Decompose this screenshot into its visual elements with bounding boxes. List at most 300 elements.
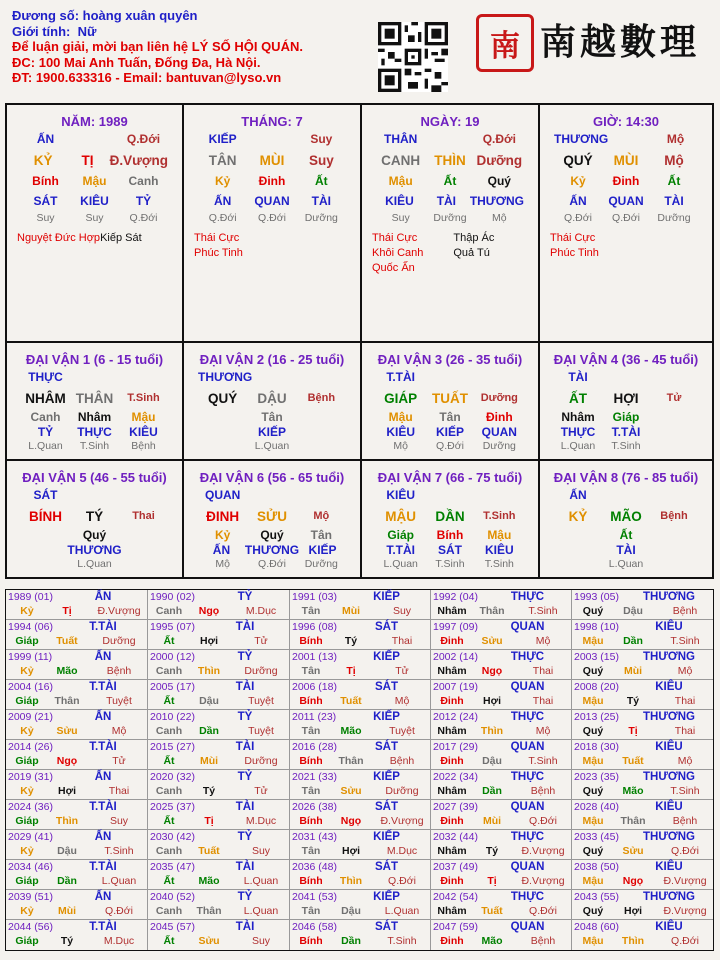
year-stage: Suy [251,845,271,857]
year-stage: Đ.Vượng [380,815,424,827]
address-line: ĐC: 100 Mai Anh Tuấn, Đống Đa, Hà Nội. [12,54,261,70]
year-label: 2009 (21) [8,711,53,723]
stem-branch-row [540,149,712,171]
year-branch: Thìn [339,875,363,887]
annual-cell [431,770,572,800]
stem-god-row [362,129,538,149]
hidden-row [7,527,182,542]
stem-branch-row [7,505,182,527]
star-name: Thái Cực [194,232,240,244]
stem-branch-0: KỶ [33,152,53,168]
stem-branch-1: TỊ [81,152,94,168]
stages-row [7,557,182,571]
stem-branch-row [362,505,538,527]
dai-van-god: THỰC [28,370,63,384]
year-god: THỰC [510,711,545,723]
annual-cell [290,890,431,920]
year-stem: Ất [163,755,175,767]
year-branch: Thìn [621,935,645,947]
gods-row [362,542,538,557]
pillar-title: GIỜ: 14:30 [592,114,659,129]
gods-row [362,424,538,439]
gender-value: Nữ [77,23,97,39]
year-branch: Thân [54,695,80,707]
year-stem: Mậu [582,875,604,887]
annual-cell [290,770,431,800]
year-god: TÀI [235,621,255,633]
pillar-title: THÁNG: 7 [241,114,303,129]
stars-col-0 [17,231,100,246]
gods-row [184,424,360,439]
hidden-stem: Đinh [485,409,513,424]
year-stage: Dưỡng [385,785,419,797]
star-name: Khôi Canh [372,247,424,259]
year-stage: Dưỡng [244,755,278,767]
year-god: KIẾP [373,831,400,843]
year-stem: Quý [582,845,604,857]
dai-van-6 [184,461,362,577]
hidden-stems-0: Bính [32,174,59,188]
stem-branch-row [184,387,360,409]
year-stem: Bính [299,695,323,707]
annual-cell [290,920,431,950]
gods-row [7,542,182,557]
year-stem: Giáp [15,635,39,647]
year-stage: Đ.Vượng [663,875,707,887]
stem-branch-row [540,387,712,409]
dai-van-stem: ĐINH [206,508,240,524]
year-stage: Mộ [677,665,693,677]
year-branch: Thìn [55,815,79,827]
annual-cell [431,920,572,950]
year-branch: Ngọ [198,605,220,617]
annual-cell [6,710,148,740]
star-name: Quốc Ấn [372,262,415,274]
stage: L.Quan [77,558,112,570]
year-stem: Canh [155,785,183,797]
year-stage: Bệnh [530,935,556,947]
year-stage: L.Quan [243,875,279,887]
year-stem: Nhâm [437,785,467,797]
dai-van-3 [362,343,540,461]
dai-van-stage: T.Sinh [483,510,516,522]
year-branch: Ngọ [56,755,78,767]
year-stage: Suy [251,935,271,947]
annual-cell [572,650,713,680]
dai-van-7 [362,461,540,577]
dai-van-god: SÁT [33,488,58,502]
year-branch: Thân [620,815,646,827]
annual-luck-table [5,589,714,951]
year-stage: Tuyệt [389,725,415,737]
year-stem: Quý [582,905,604,917]
year-god: T.TÀI [89,681,117,693]
year-stage: Tử [254,785,268,797]
hidden-gods-1: TÀI [436,194,457,208]
hidden-stems-row [362,171,538,191]
year-god: THỰC [510,891,545,903]
year-label: 2038 (50) [574,861,619,873]
pillar-hour [540,105,712,343]
life-stages-row [540,211,712,225]
year-stage: Đ.Vượng [663,905,707,917]
dai-van-stage: Dưỡng [480,392,518,404]
stages-row [540,557,712,571]
year-label: 2033 (45) [574,831,619,843]
stem-god-2: Suy [310,132,333,146]
year-branch: Dần [57,875,77,887]
hidden-stem: Tân [261,409,283,424]
annual-cell [148,800,290,830]
year-god: SÁT [375,921,398,933]
pillar-year [7,105,184,343]
year-branch: Dần [341,935,361,947]
dai-van-stem: KỶ [568,508,588,524]
year-label: 2034 (46) [8,861,53,873]
year-branch: Dậu [623,605,643,617]
hidden-stem: Quý [82,527,107,542]
year-god: TÀI [235,681,255,693]
life-stages-0: Suy [391,212,410,224]
year-god: THỰC [510,831,545,843]
hidden-stems-1: Đinh [612,174,640,188]
year-god: TÀI [235,861,255,873]
year-stage: Mộ [111,725,127,737]
year-label: 1997 (09) [433,621,478,633]
year-stage: Suy [109,815,129,827]
annual-cell [290,800,431,830]
hidden-god: KIÊU [129,424,158,439]
year-god: QUAN [510,861,545,873]
dai-van-1 [7,343,184,461]
year-stage: Q.Đới [105,905,133,917]
dai-van-title: ĐẠI VẬN 6 (56 - 65 tuổi) [199,470,345,485]
annual-cell [572,830,713,860]
hidden-gods-2: TỶ [135,194,152,208]
annual-cell [6,680,148,710]
year-god: TÀI [235,741,255,753]
year-label: 1998 (10) [574,621,619,633]
year-branch: Dậu [341,905,361,917]
stage: L.Quan [254,440,290,452]
hidden-god: KIẾP [257,424,286,439]
hidden-god: T.TÀI [611,424,641,439]
year-branch: Hợi [58,785,76,797]
hidden-gods-0: ẤN [213,194,232,208]
pillar-month [184,105,362,343]
year-stem: Bính [299,635,323,647]
dai-van-stage: Bệnh [660,510,688,522]
year-god: QUAN [510,681,545,693]
annual-cell [148,620,290,650]
hidden-gods-row [540,191,712,211]
annual-cell [148,920,290,950]
stages-row [184,439,360,453]
year-stem: Kỷ [20,785,34,797]
gods-row [7,424,182,439]
stage: Mộ [393,440,408,452]
dai-van-title: ĐẠI VẬN 1 (6 - 15 tuổi) [25,352,164,367]
year-label: 2015 (27) [150,741,195,753]
phone-line[interactable]: ĐT: 1900.633316 - Email: bantuvan@lyso.vn [12,70,282,85]
gods-row [540,542,712,557]
gender-line: Giới tính: Nữ [12,23,97,39]
annual-cell [431,830,572,860]
year-stem: Tân [301,905,321,917]
hidden-stem: Tân [310,527,332,542]
year-branch: Tý [202,785,216,797]
year-branch: Mùi [341,605,361,617]
hidden-god: THƯƠNG [244,542,300,557]
year-branch: Sửu [340,785,362,797]
year-branch: Thân [196,905,222,917]
year-label: 2026 (38) [292,801,337,813]
stage: Bệnh [131,440,156,452]
year-god: ẤN [94,831,112,843]
stage: L.Quan [560,440,596,452]
stage: Mộ [215,558,230,570]
year-god: T.TÀI [89,861,117,873]
life-stages-2: Dưỡng [304,212,338,224]
year-stage: Thai [532,665,554,677]
year-god: SÁT [375,861,398,873]
year-label: 2035 (47) [150,861,195,873]
dai-van-8 [540,461,712,577]
dai-van-god: T.TÀI [386,370,415,384]
year-stem: Quý [582,725,604,737]
year-god: TỶ [237,711,253,723]
annual-cell [431,860,572,890]
year-label: 2001 (13) [292,651,337,663]
dai-van-title: ĐẠI VẬN 8 (76 - 85 tuổi) [553,470,699,485]
year-god: SÁT [375,741,398,753]
pillar-day [362,105,540,343]
year-label: 2029 (41) [8,831,53,843]
annual-cell [6,800,148,830]
year-branch: Tý [626,695,640,707]
life-stages-0: Suy [36,212,55,224]
year-stem: Nhâm [437,605,467,617]
year-label: 2046 (58) [292,921,337,933]
year-branch: Sửu [622,845,644,857]
annual-cell [148,770,290,800]
year-branch: Dậu [482,755,502,767]
stem-branch-row [184,505,360,527]
stage: Dưỡng [482,440,516,452]
year-label: 2042 (54) [433,891,478,903]
year-branch: Ngọ [481,665,503,677]
stem-branch-2: Suy [308,152,334,168]
stage: L.Quan [608,558,644,570]
year-stem: Giáp [15,755,39,767]
year-branch: Tý [344,635,358,647]
stem-god-row [7,129,182,149]
stem-branch-row [7,149,182,171]
star-name: Quả Tú [453,247,490,259]
year-label: 2027 (39) [433,801,478,813]
annual-cell [148,890,290,920]
life-stages-0: Q.Đới [208,212,237,224]
annual-cell [290,710,431,740]
annual-cell [431,590,572,620]
year-stem: Tân [301,725,321,737]
year-stem: Tân [301,605,321,617]
year-god: KIẾP [373,771,400,783]
year-stem: Giáp [15,935,39,947]
dai-van-stage: Bệnh [307,392,336,404]
year-stem: Tân [301,845,321,857]
annual-cell [290,740,431,770]
year-stage: Thai [674,725,696,737]
year-stem: Ất [163,695,175,707]
stage: T.Sinh [435,558,465,570]
hidden-god: KIẾP [435,424,464,439]
year-stage: M.Dục [386,845,418,857]
hidden-god: TỶ [37,424,54,439]
year-stage: Dưỡng [102,635,136,647]
special-stars [540,231,712,261]
dai-van-stage: Thai [132,510,155,522]
annual-cell [431,800,572,830]
annual-cell [572,890,713,920]
annual-cell [431,650,572,680]
year-god: THƯƠNG [643,891,695,903]
year-branch: Tuất [622,755,644,767]
brand-seal-logo: 南 [476,14,534,72]
hidden-stems-1: Mậu [82,174,107,188]
year-label: 2025 (37) [150,801,195,813]
annual-cell [290,620,431,650]
stages-row [540,439,712,453]
stage: L.Quan [383,558,418,570]
year-god: TỶ [237,831,253,843]
year-stage: Tử [395,665,409,677]
stem-branch-row [7,387,182,409]
annual-cell [572,710,713,740]
stem-branch-row [362,149,538,171]
year-label: 2037 (49) [433,861,478,873]
annual-cell [148,860,290,890]
life-stages-1: Q.Đới [258,212,286,224]
life-stages-row [7,211,182,225]
stem-branch-1: THÌN [434,152,466,168]
year-god: SÁT [375,681,398,693]
year-stem: Mậu [582,695,604,707]
year-god: KIẾP [373,711,400,723]
year-label: 2004 (16) [8,681,53,693]
annual-cell [6,740,148,770]
pillar-title: NĂM: 1989 [61,114,128,129]
year-stem: Kỷ [20,665,34,677]
year-label: 2048 (60) [574,921,619,933]
hidden-gods-row [184,191,360,211]
year-branch: Tị [628,725,638,737]
year-branch: Tý [485,845,499,857]
hidden-god: SÁT [437,542,462,557]
year-stem: Giáp [15,815,39,827]
year-stem: Bính [299,755,323,767]
year-branch: Tý [60,935,74,947]
stage: Q.Đới [436,440,464,452]
year-branch: Tuất [56,635,78,647]
year-label: 1995 (07) [150,621,195,633]
year-branch: Sửu [198,935,220,947]
stage: T.Sinh [611,440,641,452]
year-label: 2010 (22) [150,711,195,723]
year-stage: Q.Đới [671,935,699,947]
year-stage: Tử [254,635,268,647]
year-god: THỰC [510,771,545,783]
annual-cell [6,890,148,920]
stage: Q.Đới [258,558,286,570]
year-god: T.TÀI [89,741,117,753]
year-label: 2000 (12) [150,651,195,663]
stem-god-row [540,129,712,149]
annual-cell [148,740,290,770]
hidden-stems-1: Đinh [258,174,286,188]
dai-van-branch: THÂN [75,390,114,406]
stem-god-0: KIẾP [208,132,237,146]
stem-branch-0: QUÝ [563,152,593,168]
year-branch: Dần [199,725,219,737]
year-god: TỶ [237,771,253,783]
year-stage: Bệnh [672,605,698,617]
year-label: 1989 (01) [8,591,53,603]
year-stem: Nhâm [437,665,467,677]
year-branch: Thân [479,605,505,617]
year-stem: Ất [163,935,175,947]
hidden-row [540,527,712,542]
year-stem: Quý [582,605,604,617]
life-stages-row [362,211,538,225]
year-branch: Ngọ [340,815,362,827]
year-stem: Canh [155,725,183,737]
qr-code-icon[interactable] [378,22,448,92]
year-label: 2041 (53) [292,891,337,903]
year-stem: Đinh [440,755,464,767]
annual-cell [290,830,431,860]
year-god: KIÊU [655,921,683,933]
life-stages-row [184,211,360,225]
year-stage: T.Sinh [104,845,134,857]
ten-god-row [7,485,182,505]
year-label: 2002 (14) [433,651,478,663]
header-info [12,8,372,86]
year-stage: Q.Đới [671,845,699,857]
stars-col-1 [453,231,494,276]
hidden-gods-row [7,191,182,211]
year-branch: Tuất [340,695,362,707]
hidden-row [7,409,182,424]
star-name: Thập Ác [453,232,495,244]
year-stage: Q.Đới [529,905,557,917]
year-stem: Tân [301,665,321,677]
year-label: 2016 (28) [292,741,337,753]
stem-branch-row [540,505,712,527]
brand-logo-text: 南越數理 [540,21,701,63]
hidden-god: THỰC [77,424,112,439]
gods-row [184,542,360,557]
year-branch: Mão [198,875,220,887]
year-label: 2011 (23) [292,711,337,723]
dai-van-god: ẤN [569,488,587,502]
stem-god-0: THƯƠNG [554,132,609,146]
stem-branch-1: MÙI [259,152,285,168]
stage: T.Sinh [79,440,110,452]
hidden-stem: Nhâm [77,409,112,424]
annual-cell [6,590,148,620]
hidden-god: T.TÀI [386,542,415,557]
